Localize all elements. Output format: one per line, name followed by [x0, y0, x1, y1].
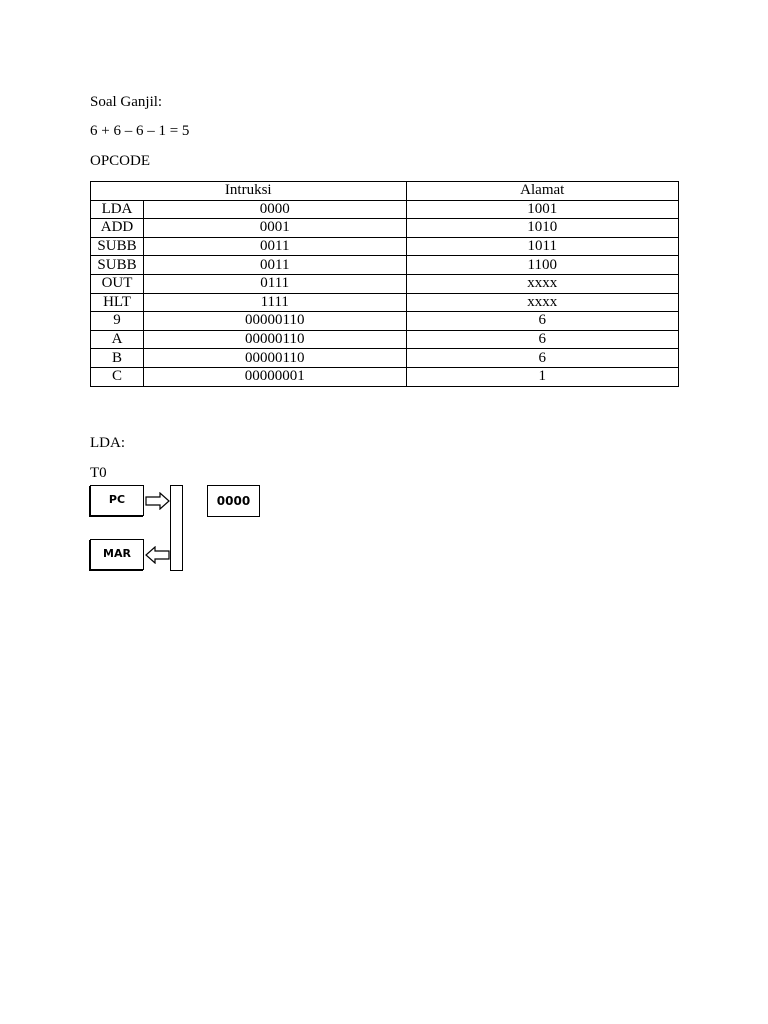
cell-address: 1010	[406, 219, 679, 238]
cell-name: 9	[91, 312, 144, 331]
cell-name: B	[91, 349, 144, 368]
mar-label: MAR	[103, 547, 131, 560]
cell-name: LDA	[91, 200, 144, 219]
cell-code: 00000110	[143, 312, 406, 331]
cell-code: 0001	[143, 219, 406, 238]
cell-address: xxxx	[406, 274, 679, 293]
table-row	[91, 274, 679, 293]
table-row	[91, 237, 679, 256]
pc-label: PC	[108, 493, 126, 506]
cell-code: 0111	[143, 274, 406, 293]
cell-name: HLT	[91, 293, 144, 312]
header-instruction: Intruksi	[91, 182, 407, 201]
table-row	[91, 200, 679, 219]
cell-address: 1001	[406, 200, 679, 219]
cell-address: 6	[406, 330, 679, 349]
cell-name: C	[91, 367, 144, 386]
table-row	[91, 219, 679, 238]
header-address: Alamat	[406, 182, 679, 201]
arrow-right-icon	[145, 492, 171, 510]
mar-register-box	[90, 539, 144, 570]
table-row	[91, 293, 679, 312]
cell-code: 0011	[143, 256, 406, 275]
table-row	[91, 256, 679, 275]
cell-code: 0000	[143, 200, 406, 219]
lda-label: LDA:	[90, 435, 125, 451]
cell-name: SUBB	[91, 237, 144, 256]
table-row	[91, 349, 679, 368]
cell-address: 6	[406, 312, 679, 331]
pc-register-box	[90, 485, 144, 516]
cell-code: 00000110	[143, 330, 406, 349]
cell-code: 00000001	[143, 367, 406, 386]
table-row	[91, 312, 679, 331]
cell-name: SUBB	[91, 256, 144, 275]
opcode-label: OPCODE	[90, 153, 151, 169]
cell-address: 6	[406, 349, 679, 368]
equation-text: 6 + 6 – 6 – 1 = 5	[90, 123, 190, 139]
cell-code: 0011	[143, 237, 406, 256]
table-header-row	[91, 182, 679, 201]
cell-name: ADD	[91, 219, 144, 238]
table-row	[91, 367, 679, 386]
cell-address: xxxx	[406, 293, 679, 312]
t0-label: T0	[90, 465, 107, 481]
value-label: 0000	[216, 494, 251, 508]
cell-code: 00000110	[143, 349, 406, 368]
opcode-table	[90, 181, 679, 387]
data-bus	[170, 485, 183, 571]
cell-name: A	[91, 330, 144, 349]
cell-address: 1	[406, 367, 679, 386]
cell-address: 1100	[406, 256, 679, 275]
table-row	[91, 330, 679, 349]
cell-code: 1111	[143, 293, 406, 312]
cell-address: 1011	[406, 237, 679, 256]
cell-name: OUT	[91, 274, 144, 293]
heading-soal-ganjil: Soal Ganjil:	[90, 94, 163, 110]
arrow-left-icon	[145, 546, 171, 564]
value-box	[207, 485, 260, 517]
